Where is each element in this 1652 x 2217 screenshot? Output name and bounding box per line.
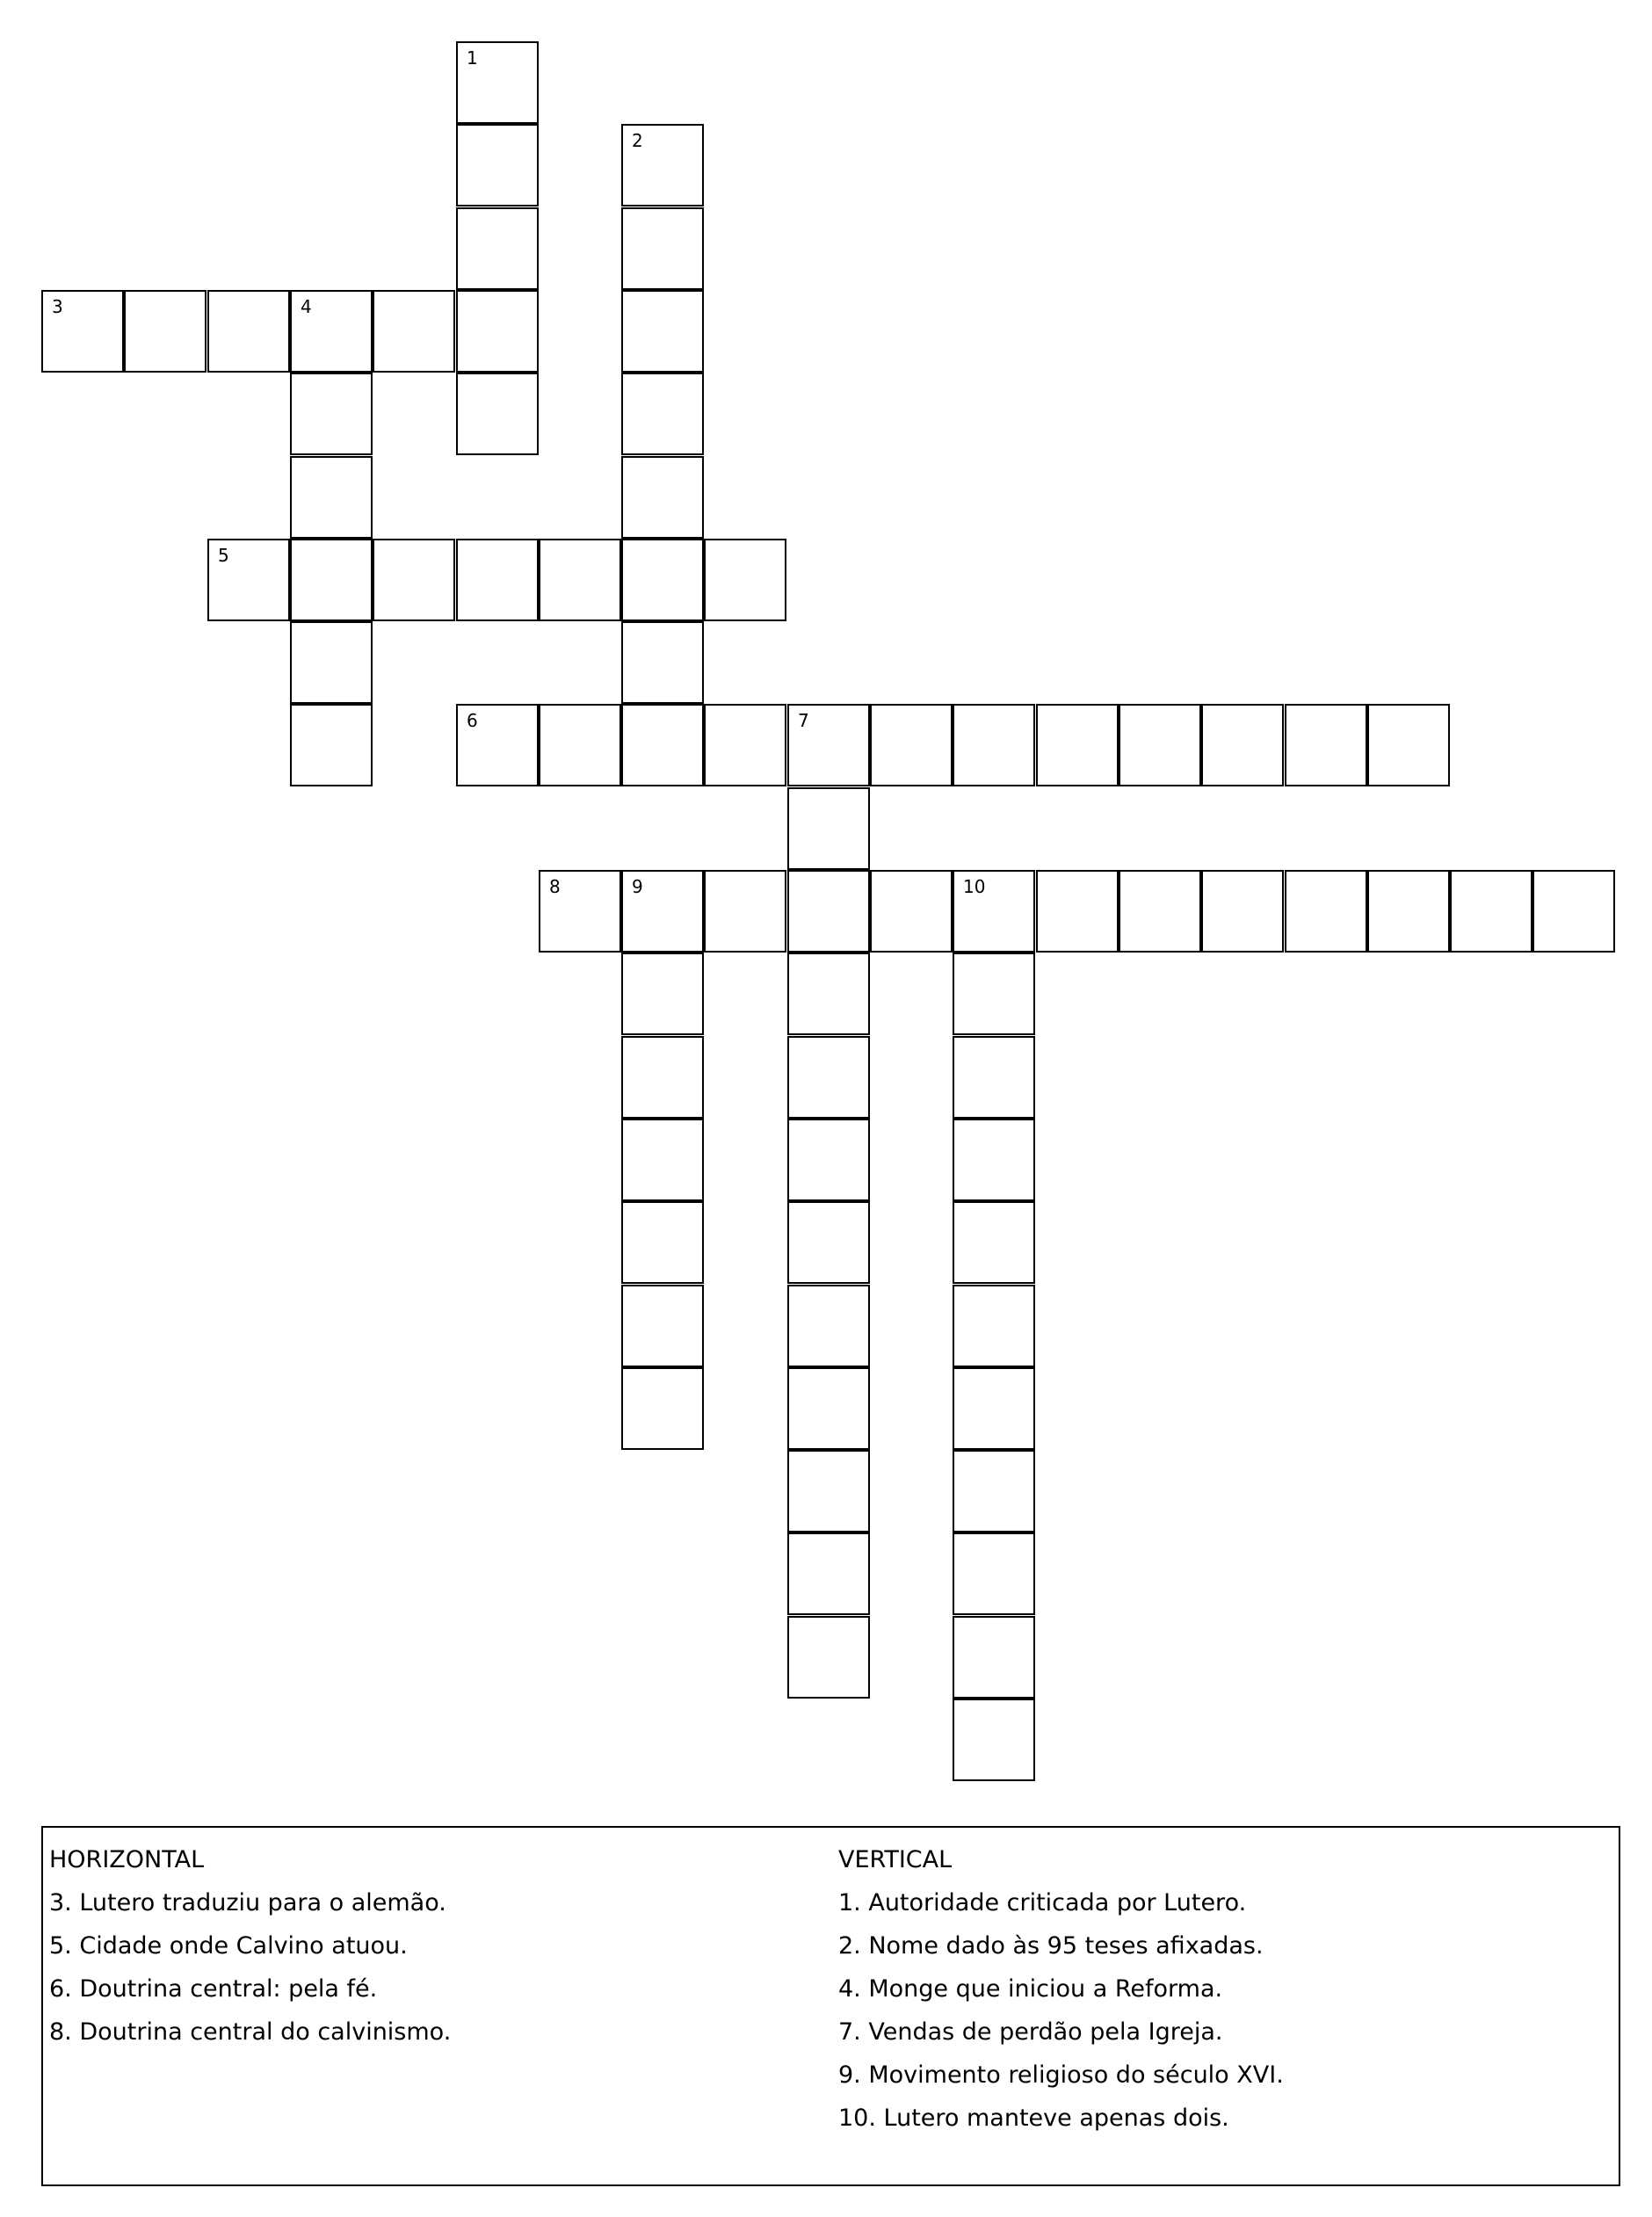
- grid-cell[interactable]: [207, 290, 290, 373]
- grid-cell[interactable]: [953, 1699, 1035, 1781]
- grid-cell[interactable]: [1450, 870, 1532, 953]
- grid-cell[interactable]: [704, 704, 786, 786]
- grid-cell[interactable]: [1367, 870, 1450, 953]
- grid-cell[interactable]: [787, 1201, 870, 1284]
- grid-cell[interactable]: [621, 1285, 704, 1367]
- grid-cell[interactable]: [1201, 870, 1284, 953]
- grid-cell[interactable]: [1285, 704, 1367, 786]
- cell-number: 7: [798, 710, 809, 731]
- grid-cell[interactable]: [953, 1616, 1035, 1699]
- grid-cell[interactable]: [621, 373, 704, 455]
- grid-cell[interactable]: [953, 1367, 1035, 1450]
- grid-cell[interactable]: [373, 290, 455, 373]
- across-clues: [49, 1838, 451, 2054]
- grid-cell[interactable]: [456, 539, 539, 621]
- grid-cell[interactable]: [621, 1367, 704, 1450]
- grid-cell[interactable]: [787, 1450, 870, 1532]
- down-clues: [838, 1838, 1284, 2140]
- cell-number: 6: [467, 710, 478, 731]
- clue-across: 8. Doutrina central do calvinismo.: [49, 2018, 452, 2046]
- down-title: VERTICAL: [838, 1846, 953, 1873]
- grid-cell[interactable]: [621, 1036, 704, 1119]
- grid-cell[interactable]: [953, 1532, 1035, 1615]
- cell-number: 3: [52, 296, 63, 317]
- cell-number: 2: [632, 130, 643, 151]
- grid-cell[interactable]: [456, 207, 539, 290]
- grid-cell[interactable]: [621, 621, 704, 704]
- clue-down: 4. Monge que iniciou a Reforma.: [838, 1975, 1223, 2003]
- grid-cell[interactable]: [621, 124, 704, 206]
- grid-cell[interactable]: [290, 373, 373, 455]
- grid-cell[interactable]: [870, 870, 953, 953]
- cell-number: 4: [301, 296, 312, 317]
- grid-cell[interactable]: [953, 1036, 1035, 1119]
- cell-number: 8: [549, 876, 561, 897]
- grid-cell[interactable]: [787, 953, 870, 1035]
- grid-cell[interactable]: [787, 1119, 870, 1201]
- grid-cell[interactable]: [539, 704, 621, 786]
- grid-cell[interactable]: [1367, 704, 1450, 786]
- grid-cell[interactable]: [456, 290, 539, 373]
- grid-cell[interactable]: [953, 704, 1035, 786]
- grid-cell[interactable]: [456, 373, 539, 455]
- grid-cell[interactable]: [787, 1367, 870, 1450]
- grid-cell[interactable]: [621, 1119, 704, 1201]
- clue-down: 10. Lutero manteve apenas dois.: [838, 2105, 1229, 2132]
- grid-cell[interactable]: [1119, 704, 1201, 786]
- grid-cell[interactable]: [207, 539, 290, 621]
- grid-cell[interactable]: [621, 207, 704, 290]
- cell-number: 5: [218, 545, 229, 566]
- grid-cell[interactable]: [787, 1036, 870, 1119]
- grid-cell[interactable]: [953, 1201, 1035, 1284]
- grid-cell[interactable]: [290, 539, 373, 621]
- grid-cell[interactable]: [787, 787, 870, 870]
- grid-cell[interactable]: [621, 870, 704, 953]
- grid-cell[interactable]: [704, 870, 786, 953]
- grid-cell[interactable]: [373, 539, 455, 621]
- grid-cell[interactable]: [953, 1285, 1035, 1367]
- grid-cell[interactable]: [621, 290, 704, 373]
- cell-number: 1: [467, 47, 478, 69]
- grid-cell[interactable]: [870, 704, 953, 786]
- grid-cell[interactable]: [1036, 704, 1119, 786]
- grid-cell[interactable]: [621, 953, 704, 1035]
- clue-across: 6. Doutrina central: pela fé.: [49, 1975, 378, 2003]
- across-title: HORIZONTAL: [49, 1846, 205, 1873]
- grid-cell[interactable]: [621, 539, 704, 621]
- grid-cell[interactable]: [290, 456, 373, 539]
- cell-number: 9: [632, 876, 643, 897]
- grid-cell[interactable]: [290, 704, 373, 786]
- grid-cell[interactable]: [456, 41, 539, 124]
- grid-cell[interactable]: [290, 621, 373, 704]
- grid-cell[interactable]: [1201, 704, 1284, 786]
- grid-cell[interactable]: [621, 456, 704, 539]
- grid-cell[interactable]: [953, 870, 1035, 953]
- grid-cell[interactable]: [787, 870, 870, 953]
- grid-cell[interactable]: [787, 704, 870, 786]
- clues-box: [41, 1826, 1620, 2186]
- grid-cell[interactable]: [621, 1201, 704, 1284]
- grid-cell[interactable]: [953, 1119, 1035, 1201]
- clue-down: 1. Autoridade criticada por Lutero.: [838, 1889, 1247, 1916]
- grid-cell[interactable]: [290, 290, 373, 373]
- grid-cell[interactable]: [1036, 870, 1119, 953]
- clue-down: 7. Vendas de perdão pela Igreja.: [838, 2018, 1223, 2046]
- grid-cell[interactable]: [621, 704, 704, 786]
- clue-across: 5. Cidade onde Calvino atuou.: [49, 1932, 408, 1960]
- clue-down: 2. Nome dado às 95 teses afixadas.: [838, 1932, 1264, 1960]
- grid-cell[interactable]: [953, 953, 1035, 1035]
- clue-down: 9. Movimento religioso do século XVI.: [838, 2061, 1284, 2089]
- grid-cell[interactable]: [456, 704, 539, 786]
- grid-cell[interactable]: [124, 290, 206, 373]
- grid-cell[interactable]: [704, 539, 786, 621]
- cell-number: 10: [963, 876, 986, 897]
- grid-cell[interactable]: [41, 290, 124, 373]
- grid-cell[interactable]: [1532, 870, 1615, 953]
- clue-across: 3. Lutero traduziu para o alemão.: [49, 1889, 446, 1916]
- grid-cell[interactable]: [787, 1285, 870, 1367]
- grid-cell[interactable]: [456, 124, 539, 206]
- grid-cell[interactable]: [539, 539, 621, 621]
- grid-cell[interactable]: [787, 1532, 870, 1615]
- grid-cell[interactable]: [1285, 870, 1367, 953]
- grid-cell[interactable]: [953, 1450, 1035, 1532]
- grid-cell[interactable]: [787, 1616, 870, 1699]
- grid-cell[interactable]: [539, 870, 621, 953]
- grid-cell[interactable]: [1119, 870, 1201, 953]
